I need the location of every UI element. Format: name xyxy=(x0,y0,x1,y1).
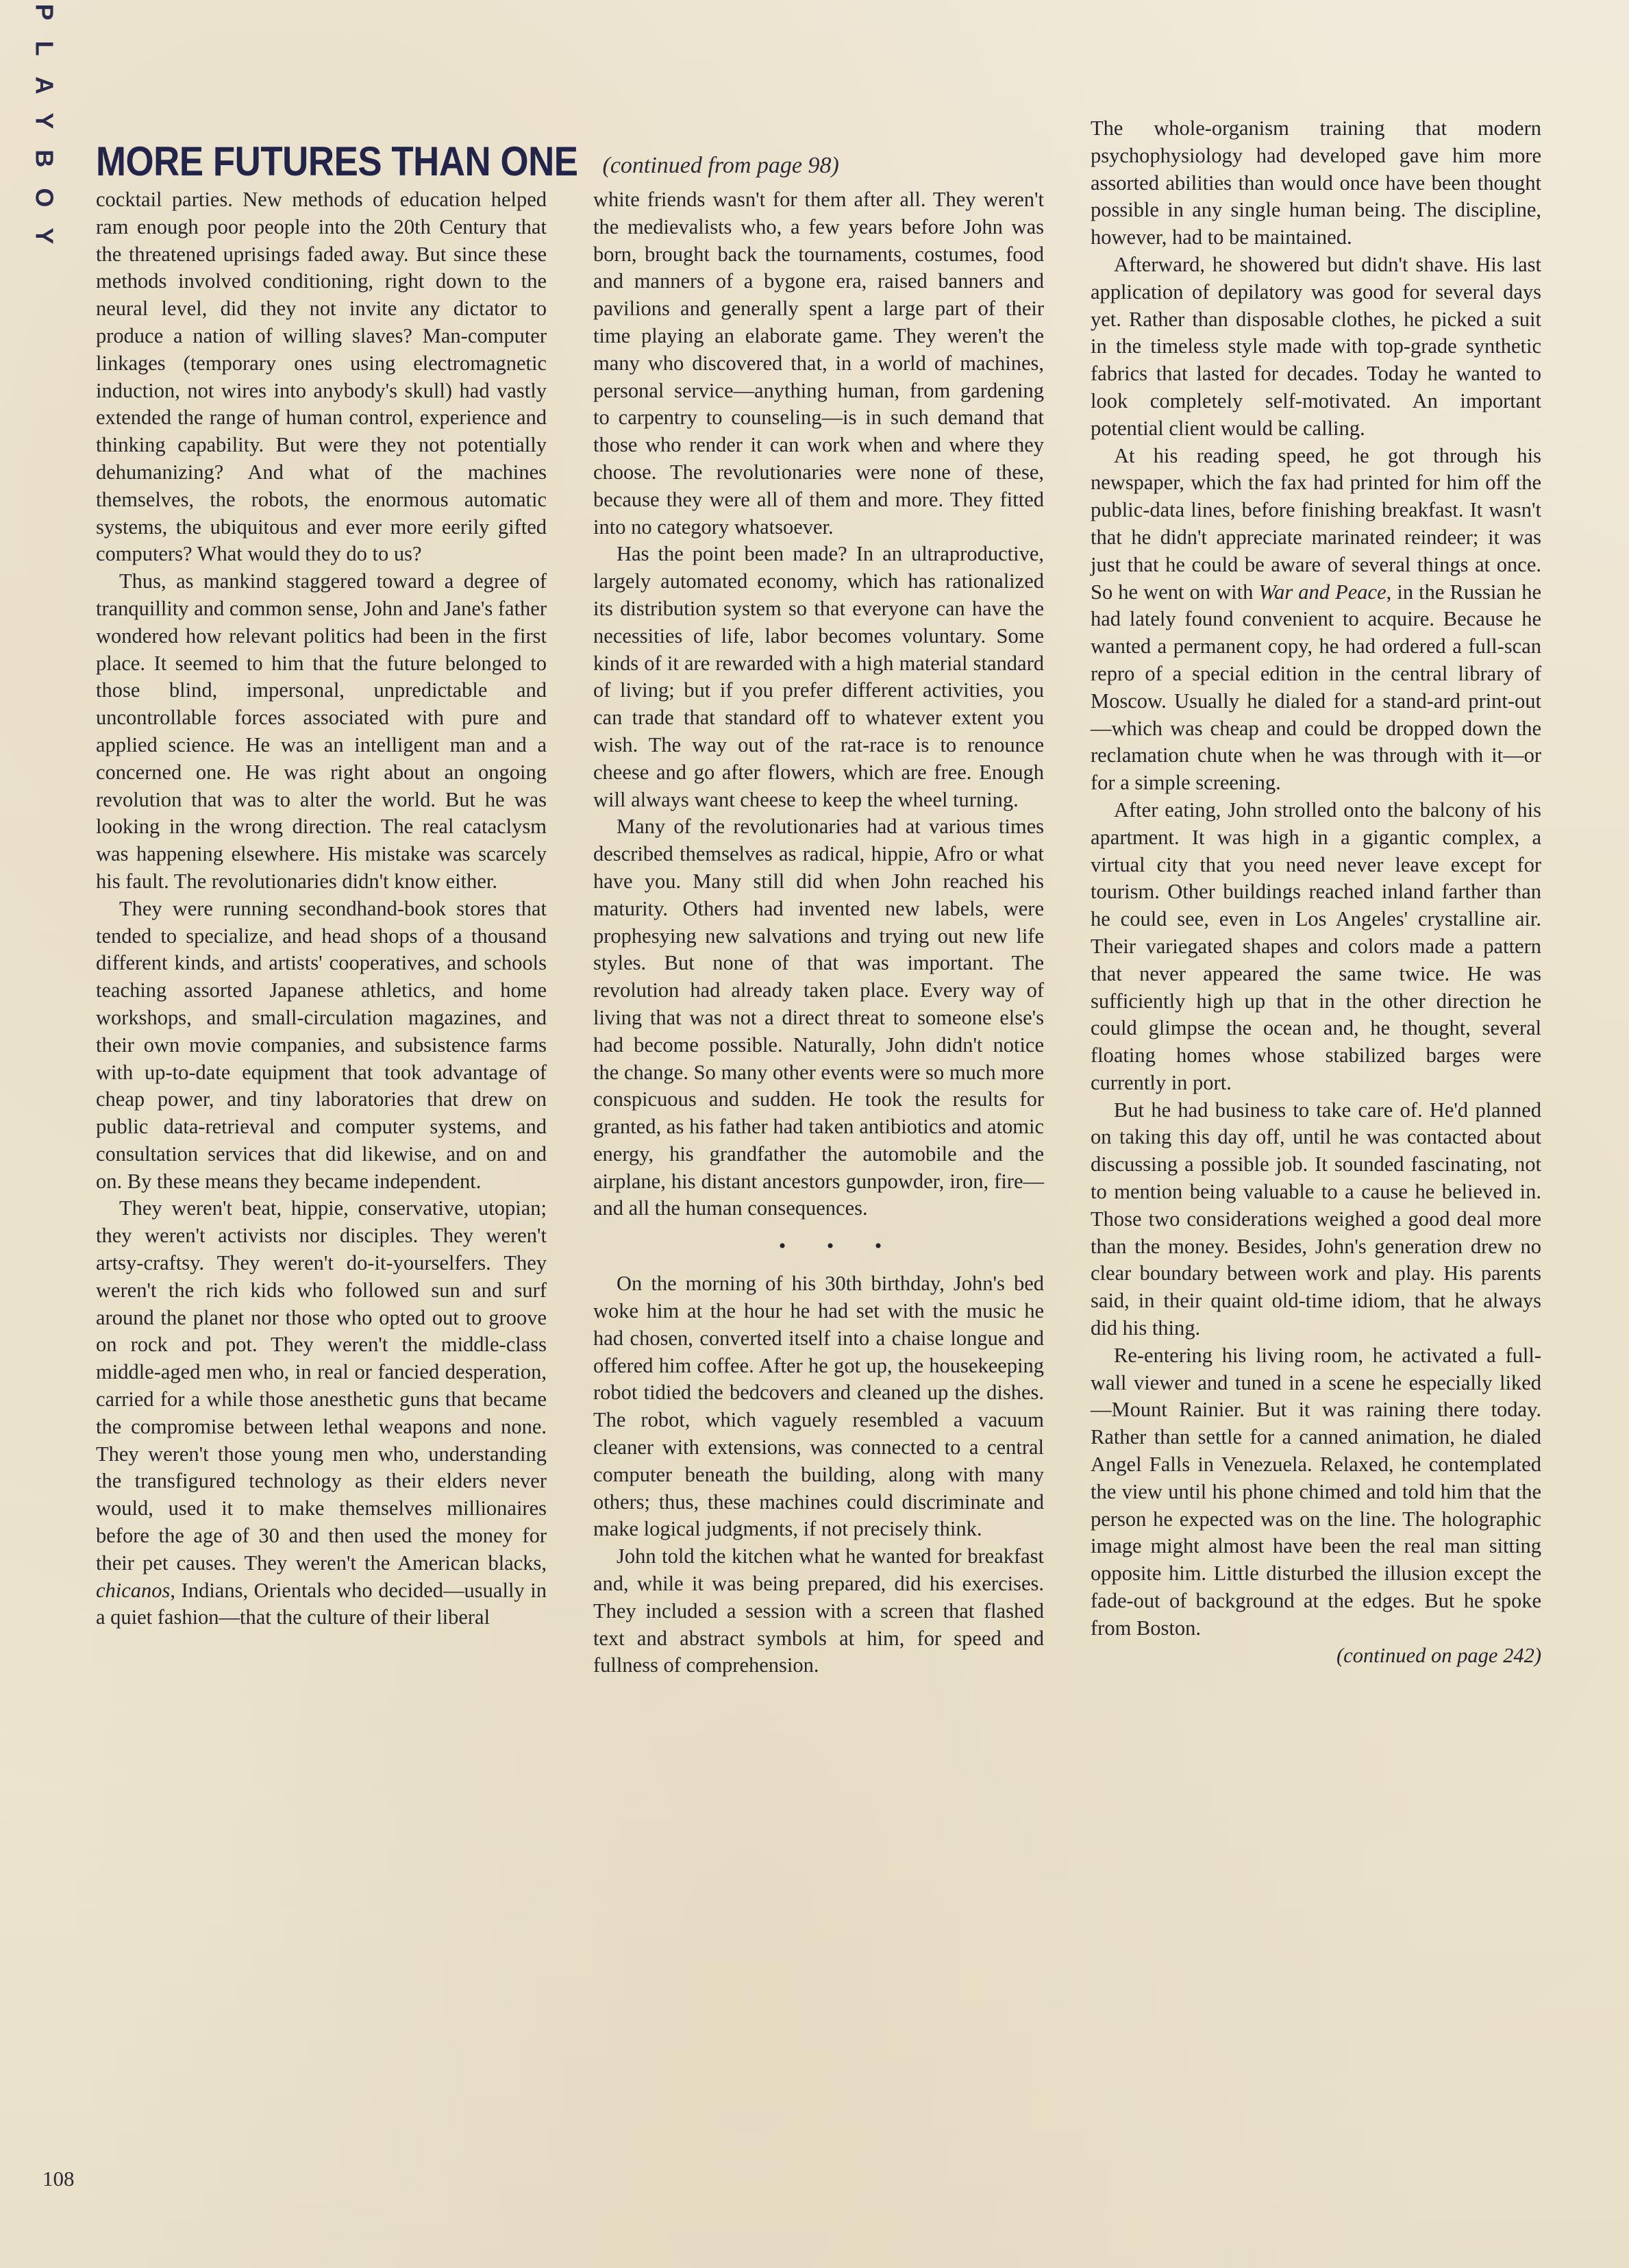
paragraph: On the morning of his 30th birthday, John's bed woke him at the hour he had set with the music he had chosen, converted itself into a chaise longue and offered him coffee. After he got up, the housekeeping robot tidied the bedcovers and cleaned up the dishes. The robot, which vaguely resembled a vacuum cleaner with extensions, was connected to a central computer beneath the building, along with many others; thus, these machines could discriminate and make logical judgments, if not precisely think. xyxy=(593,1272,1044,1541)
paragraph: Has the point been made? In an ultraproductive, largely automated economy, which has rationalized its distribution system so that everyone can have the necessities of life, labor becomes voluntary. Some kinds of it are rewarded with a high material standard of living; but if you prefer different activities, you can trade that standard off to whatever extent you wish. The way out of the rat-race is to renounce cheese and go after flowers, which are free. Enough will always want cheese to keep the wheel turning. xyxy=(593,542,1044,811)
paragraph: Re-entering his living room, he activated a full-wall viewer and tuned in a scene he especially liked—Mount Rainier. But it was raining there today. Rather than settle for a canned animation, he dialed Angel Falls in Venezuela. Relaxed, he contemplated the view until his phone chimed and told him that the person he expected was on the line. The holographic image might almost have been the real man sitting opposite him. Little disturbed the illusion except the fade-out of background at the edges. But he spoke from Boston. xyxy=(1091,1343,1541,1640)
paragraph: After eating, John strolled onto the balcony of his apartment. It was high in a gigantic complex, a virtual city that you need never leave except for tourism. Other buildings reached inland farther than he could see, even in Los Angeles' crystalline air. Their variegated shapes and colors made a pattern that never appeared the same twice. He was sufficiently high up that in the other direction he could glimpse the ocean and, he thought, several floating homes whose stabilized barges were currently in port. xyxy=(1091,798,1541,1094)
spine-logotype-text: PLAYBOY xyxy=(30,3,58,265)
text-column-3 xyxy=(1091,115,1541,2194)
text-column-1 xyxy=(96,186,547,2194)
paragraph: But he had business to take care of. He'd planned on taking this day off, until he was contacted about discussing a possible job. It sounded fascinating, not to mention being valuable to a cause he believed in. Those two considerations weighed a good deal more than the money. Besides, John's generation drew no clear boundary between work and play. His parents said, in their quaint old-time idiom, that he always did his thing. xyxy=(1091,1098,1541,1340)
paragraph: Thus, as mankind staggered toward a degree of tranquillity and common sense, John and Jane's father wondered how relevant politics had been in the first place. It seemed to him that the future belonged to those blind, impersonal, unpredictable and uncontrollable forces associated with pure and applied science. He was an intelligent man and a concerned one. He was right about an ongoing revolution that was to alter the world. But he was looking in the wrong direction. The real cataclysm was happening elsewhere. His mistake was scarcely his fault. The revolutionaries didn't know either. xyxy=(96,569,547,893)
paragraph: Many of the revolutionaries had at various times described themselves as radical, hippie, Afro or what have you. Many still did when John reached his maturity. Others had invented new labels, were prophesying new salvations and trying out new life styles. But none of that was important. The revolution had already taken place. Every way of living that was not a direct threat to someone else's had become possible. Naturally, John didn't notice the change. So many other events were so much more conspicuous and sudden. He took the results for granted, as his father had taken antibiotics and atomic energy, his grandfather the automobile and the airplane, his distant ancestors gunpowder, iron, fire—and all the human consequences. xyxy=(593,815,1044,1220)
paragraph: cocktail parties. New methods of education helped ram enough poor people into the 20th Century that the threatened uprisings faded away. But since these methods involved conditioning, right down to the neural level, did they not invite any dictator to produce a nation of willing slaves? Man-computer linkages (temporary ones using electromagnetic induction, not wires into anybody's skull) had vastly extended the range of human control, experience and thinking capability. But were they not potentially dehumanizing? And what of the machines themselves, the robots, the enormous automatic systems, the ubiquitous and ever more eerily gifted computers? What would they do to us? xyxy=(96,188,547,566)
text-column-2 xyxy=(593,186,1044,2194)
paragraph: John told the kitchen what he wanted for breakfast and, while it was being prepared, did his exercises. They included a session with a screen that flashed text and abstract symbols at him, for speed and fullness of comprehension. xyxy=(593,1544,1044,1677)
page-number: 108 xyxy=(42,2167,75,2191)
paragraph-with-italics: They weren't beat, hippie, conservative, utopian; they weren't activists nor disciples. They weren't artsy-craftsy. They weren't do-it-yourselfers. They weren't the rich kids who followed sun and surf around the planet nor those who opted out to groove on rock and pot. They weren't the middle-class middle-aged men who, in real or fancied desperation, carried for a while those anesthetic guns that became the compromise between lethal weapons and none. They weren't those young men who, understanding the transfigured technology as their elders never would, used it to make themselves millionaires before the age of 30 and then used the money for their pet causes. They weren't the American blacks, chicanos, Indians, Orientals who decided—usually in a quiet fashion—that the culture of their liberal xyxy=(96,1196,547,1629)
paragraph-with-italics: At his reading speed, he got through his newspaper, which the fax had printed for him off the public-data lines, before finishing breakfast. It wasn't that he didn't appreciate marinated reindeer; it was just that he could be aware of several things at once. So he went on with War and Peace, in the Russian he had lately found convenient to acquire. Because he wanted a permanent copy, he had ordered a full-scan repro of a special edition in the central library of Moscow. Usually he dialed for a stand-ard print-out—which was cheap and could be dropped down the reclamation chute when he was through with it—or for a simple screening. xyxy=(1091,443,1541,795)
continued-from-note: (continued from page 98) xyxy=(602,153,839,179)
paragraph: They were running secondhand-book stores that tended to specialize, and head shops of a thousand different kinds, and artists' cooperatives, and schools teaching assorted Japanese athletics, and home workshops, and small-circulation magazines, and their own movie companies, and subsistence farms with up-to-date equipment that took advantage of cheap power, and tiny laboratories that drew on public data-retrieval and computer systems, and consultation services that did likewise, and on and on. By these means they became independent. xyxy=(96,896,547,1193)
paragraph: Afterward, he showered but didn't shave. His last application of depilatory was good for several days yet. Rather than disposable clothes, he picked a suit in the timeless style made with top-grade synthetic fabrics that lasted for decades. Today he wanted to look completely self-motivated. An important potential client would be calling. xyxy=(1091,252,1541,440)
paragraph: The whole-organism training that modern psychophysiology had developed gave him more assorted abilities than would once have been thought possible in any single human being. The discipline, however, had to be maintained. xyxy=(1091,116,1541,249)
paragraph: white friends wasn't for them after all. They weren't the medievalists who, a few years before John was born, brought back the tournaments, costumes, food and manners of a bygone era, raised banners and pavilions and generally spent a large part of their time playing an elaborate game. They weren't the many who discovered that, in a world of machines, personal service—anything human, from gardening to carpentry to counseling—is in such demand that those who render it can work when and where they choose. The revolutionaries were none of these, because they were all of them and more. They fitted into no category whatsoever. xyxy=(593,188,1044,539)
page-title: MORE FUTURES THAN ONE xyxy=(96,138,578,185)
continued-on-note: (continued on page 242) xyxy=(1336,1643,1541,1667)
section-break-dots: • • • xyxy=(778,1235,900,1258)
playboy-spine-logotype xyxy=(23,3,64,417)
